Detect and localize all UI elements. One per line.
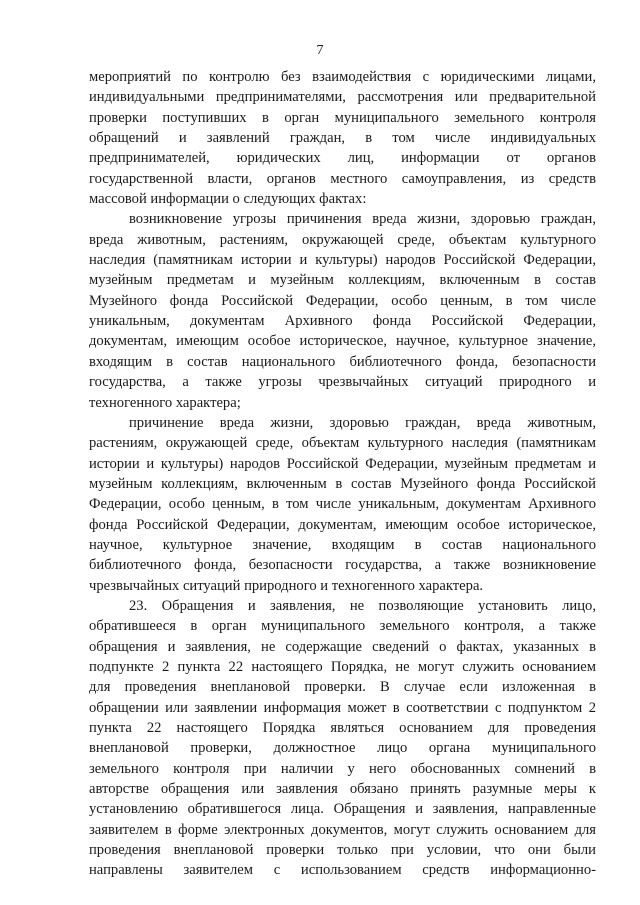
text-line: массовой информации о следующих фактах: — [89, 191, 367, 208]
text-line: растениям, окружающей среде, объектам культурного наследия (памятникам — [89, 435, 596, 452]
text-line: 23. Обращения и заявления, не позволяющие установить лицо, — [129, 597, 596, 614]
text-line: авторстве обращения или заявления обязано принять разумные меры к — [89, 781, 596, 798]
text-line: обращения и заявления, не содержащие сведений о фактах, указанных в — [89, 638, 596, 655]
text-line: Федерации, особо ценным, в том числе уникальным, документам Архивного — [89, 496, 596, 513]
text-line: фонда Российской Федерации, документам, имеющим особое историческое, — [89, 516, 596, 533]
text-line: музейным предметам и музейным коллекциям, включенным в состав — [89, 272, 596, 289]
text-line: внеплановой проверки, должностное лицо органа муниципального — [89, 740, 596, 757]
text-line: истории и культуры) народов Российской Федерации, музейным предметам и — [89, 455, 596, 472]
text-line: государственной власти, органов местного самоуправления, из средств — [89, 170, 596, 187]
text-line: предпринимателей, юридических лиц, информации от органов — [89, 150, 596, 167]
text-line: проверки поступивших в орган муниципального земельного контроля — [89, 109, 596, 126]
page-number: 7 — [316, 43, 324, 58]
text-line: чрезвычайных ситуаций природного и техногенного характера. — [89, 577, 484, 594]
text-line: документам, имеющим особое историческое, научное, культурное значение, — [89, 333, 596, 350]
text-line: входящим в состав национального библиотечного фонда, безопасности — [89, 353, 596, 370]
text-line: техногенного характера; — [89, 394, 241, 411]
text-line: направлены заявителем с использованием средств информационно- — [89, 862, 596, 879]
text-line: заявителем в форме электронных документов, могут служить основанием для — [89, 821, 596, 838]
text-line: возникновение угрозы причинения вреда жизни, здоровью граждан, — [129, 211, 596, 228]
text-line: наследия (памятникам истории и культуры) народов Российской Федерации, — [89, 252, 596, 269]
text-line: пункта 22 настоящего Порядка являться основанием для проведения — [89, 720, 596, 736]
text-line: научное, культурное значение, входящим в состав национального — [89, 536, 596, 553]
text-line: библиотечного фонда, безопасности государства, а также возникновение — [89, 557, 596, 574]
document-body — [89, 67, 596, 881]
text-line: проведения внеплановой проверки только при условии, что они были — [89, 842, 596, 859]
text-line: обращений и заявлений граждан, в том числе индивидуальных — [89, 130, 596, 147]
text-line: для проведения внеплановой проверки. В случае если изложенная в — [89, 679, 596, 696]
text-line: уникальным, документам Архивного фонда Российской Федерации, — [89, 313, 596, 330]
text-line: причинение вреда жизни, здоровью граждан, вреда животным, — [129, 414, 596, 431]
text-line: обращении или заявлении информация может в соответствии с подпунктом 2 — [89, 699, 596, 716]
text-line: земельного контроля при наличии у него обоснованных сомнений в — [89, 760, 596, 777]
text-line: музейным коллекциям, включенным в состав Музейного фонда Российской — [89, 475, 596, 492]
text-line: Музейного фонда Российской Федерации, особо ценным, в том числе — [89, 292, 596, 309]
text-line: вреда животным, растениям, окружающей среде, объектам культурного — [89, 231, 596, 248]
text-line: обратившееся в орган муниципального земельного контроля, а также — [89, 618, 596, 635]
text-line: государства, а также угрозы чрезвычайных ситуаций природного и — [89, 374, 596, 391]
text-line: установлению обратившегося лица. Обращения и заявления, направленные — [89, 801, 596, 818]
text-line: мероприятий по контролю без взаимодействия с юридическими лицами, — [89, 69, 596, 85]
text-line: индивидуальными предпринимателями, рассмотрения или предварительной — [89, 89, 596, 106]
text-line: подпункте 2 пункта 22 настоящего Порядка, не могут служить основанием — [89, 658, 596, 675]
